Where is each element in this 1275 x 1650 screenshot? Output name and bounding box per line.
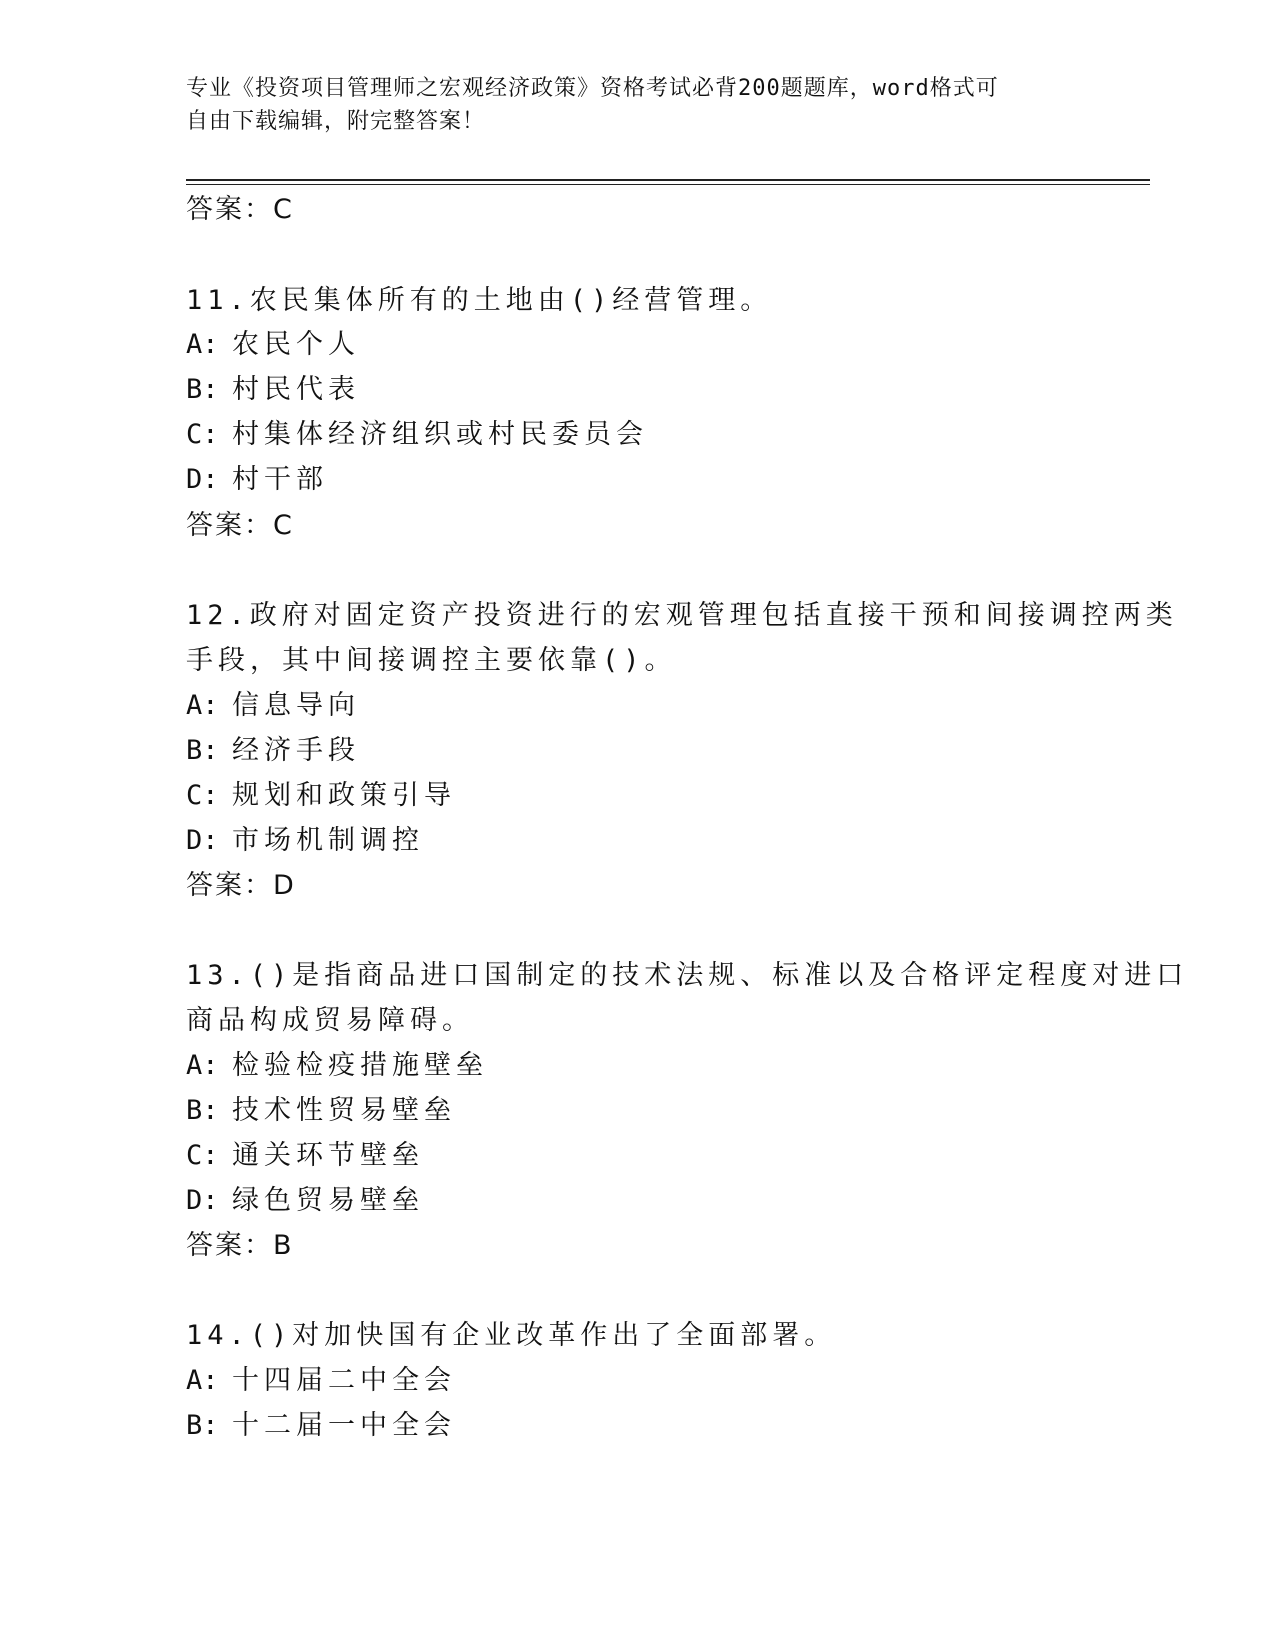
option-text: 农民个人 (232, 329, 360, 360)
option-letter: A: (186, 1050, 219, 1081)
question-13-option-a (186, 1048, 488, 1084)
question-13-option-c (186, 1138, 424, 1174)
question-13-option-d (186, 1183, 424, 1219)
option-letter: C: (186, 1140, 219, 1171)
header-line-1: 专业《投资项目管理师之宏观经济政策》资格考试必背200题题库，word格式可 (186, 76, 999, 101)
option-letter: D: (186, 825, 219, 856)
option-text: 技术性贸易壁垒 (232, 1095, 456, 1126)
question-11-answer: 答案：C (186, 510, 294, 541)
previous-answer: 答案：C (186, 194, 294, 225)
option-letter: B: (186, 374, 219, 405)
option-letter: B: (186, 1410, 219, 1441)
option-letter: A: (186, 1365, 219, 1396)
option-text: 经济手段 (232, 735, 360, 766)
question-12-option-c (186, 778, 456, 814)
question-12-option-d (186, 823, 424, 859)
question-11-option-a (186, 327, 360, 363)
question-13-stem-line-1: 13.()是指商品进口国制定的技术法规、标准以及合格评定程度对进口 (186, 960, 1189, 991)
option-letter: A: (186, 690, 219, 721)
question-11-option-b (186, 372, 360, 408)
question-14-stem: 14.()对加快国有企业改革作出了全面部署。 (186, 1320, 837, 1351)
question-11-stem: 11.农民集体所有的土地由()经营管理。 (186, 285, 773, 316)
option-text: 村干部 (232, 464, 328, 495)
option-letter: B: (186, 1095, 219, 1126)
question-12-stem-line-2: 手段，其中间接调控主要依靠()。 (186, 645, 677, 676)
option-letter: C: (186, 419, 219, 450)
question-13-option-b (186, 1093, 456, 1129)
question-13-stem-line-2: 商品构成贸易障碍。 (186, 1005, 474, 1036)
option-text: 绿色贸易壁垒 (232, 1185, 424, 1216)
question-14-option-a (186, 1363, 456, 1399)
document-header (186, 72, 1076, 138)
option-text: 信息导向 (232, 690, 360, 721)
header-rule-top (186, 179, 1150, 181)
question-11-option-d (186, 462, 328, 498)
option-text: 村集体经济组织或村民委员会 (232, 419, 648, 450)
option-letter: C: (186, 780, 219, 811)
option-text: 检验检疫措施壁垒 (232, 1050, 488, 1081)
question-11-option-c (186, 417, 648, 453)
question-12-stem-line-1: 12.政府对固定资产投资进行的宏观管理包括直接干预和间接调控两类 (186, 600, 1178, 631)
header-line-2: 自由下载编辑，附完整答案！ (186, 109, 486, 134)
option-letter: B: (186, 735, 219, 766)
option-text: 规划和政策引导 (232, 780, 456, 811)
option-text: 十四届二中全会 (232, 1365, 456, 1396)
option-letter: D: (186, 464, 219, 495)
question-14-option-b (186, 1408, 456, 1444)
header-rule-bottom (186, 184, 1150, 185)
question-12-answer: 答案：D (186, 870, 296, 901)
option-text: 市场机制调控 (232, 825, 424, 856)
question-12-option-a (186, 688, 360, 724)
option-letter: D: (186, 1185, 219, 1216)
option-text: 通关环节壁垒 (232, 1140, 424, 1171)
option-letter: A: (186, 329, 219, 360)
question-13-answer: 答案：B (186, 1230, 294, 1261)
option-text: 十二届一中全会 (232, 1410, 456, 1441)
option-text: 村民代表 (232, 374, 360, 405)
question-12-option-b (186, 733, 360, 769)
